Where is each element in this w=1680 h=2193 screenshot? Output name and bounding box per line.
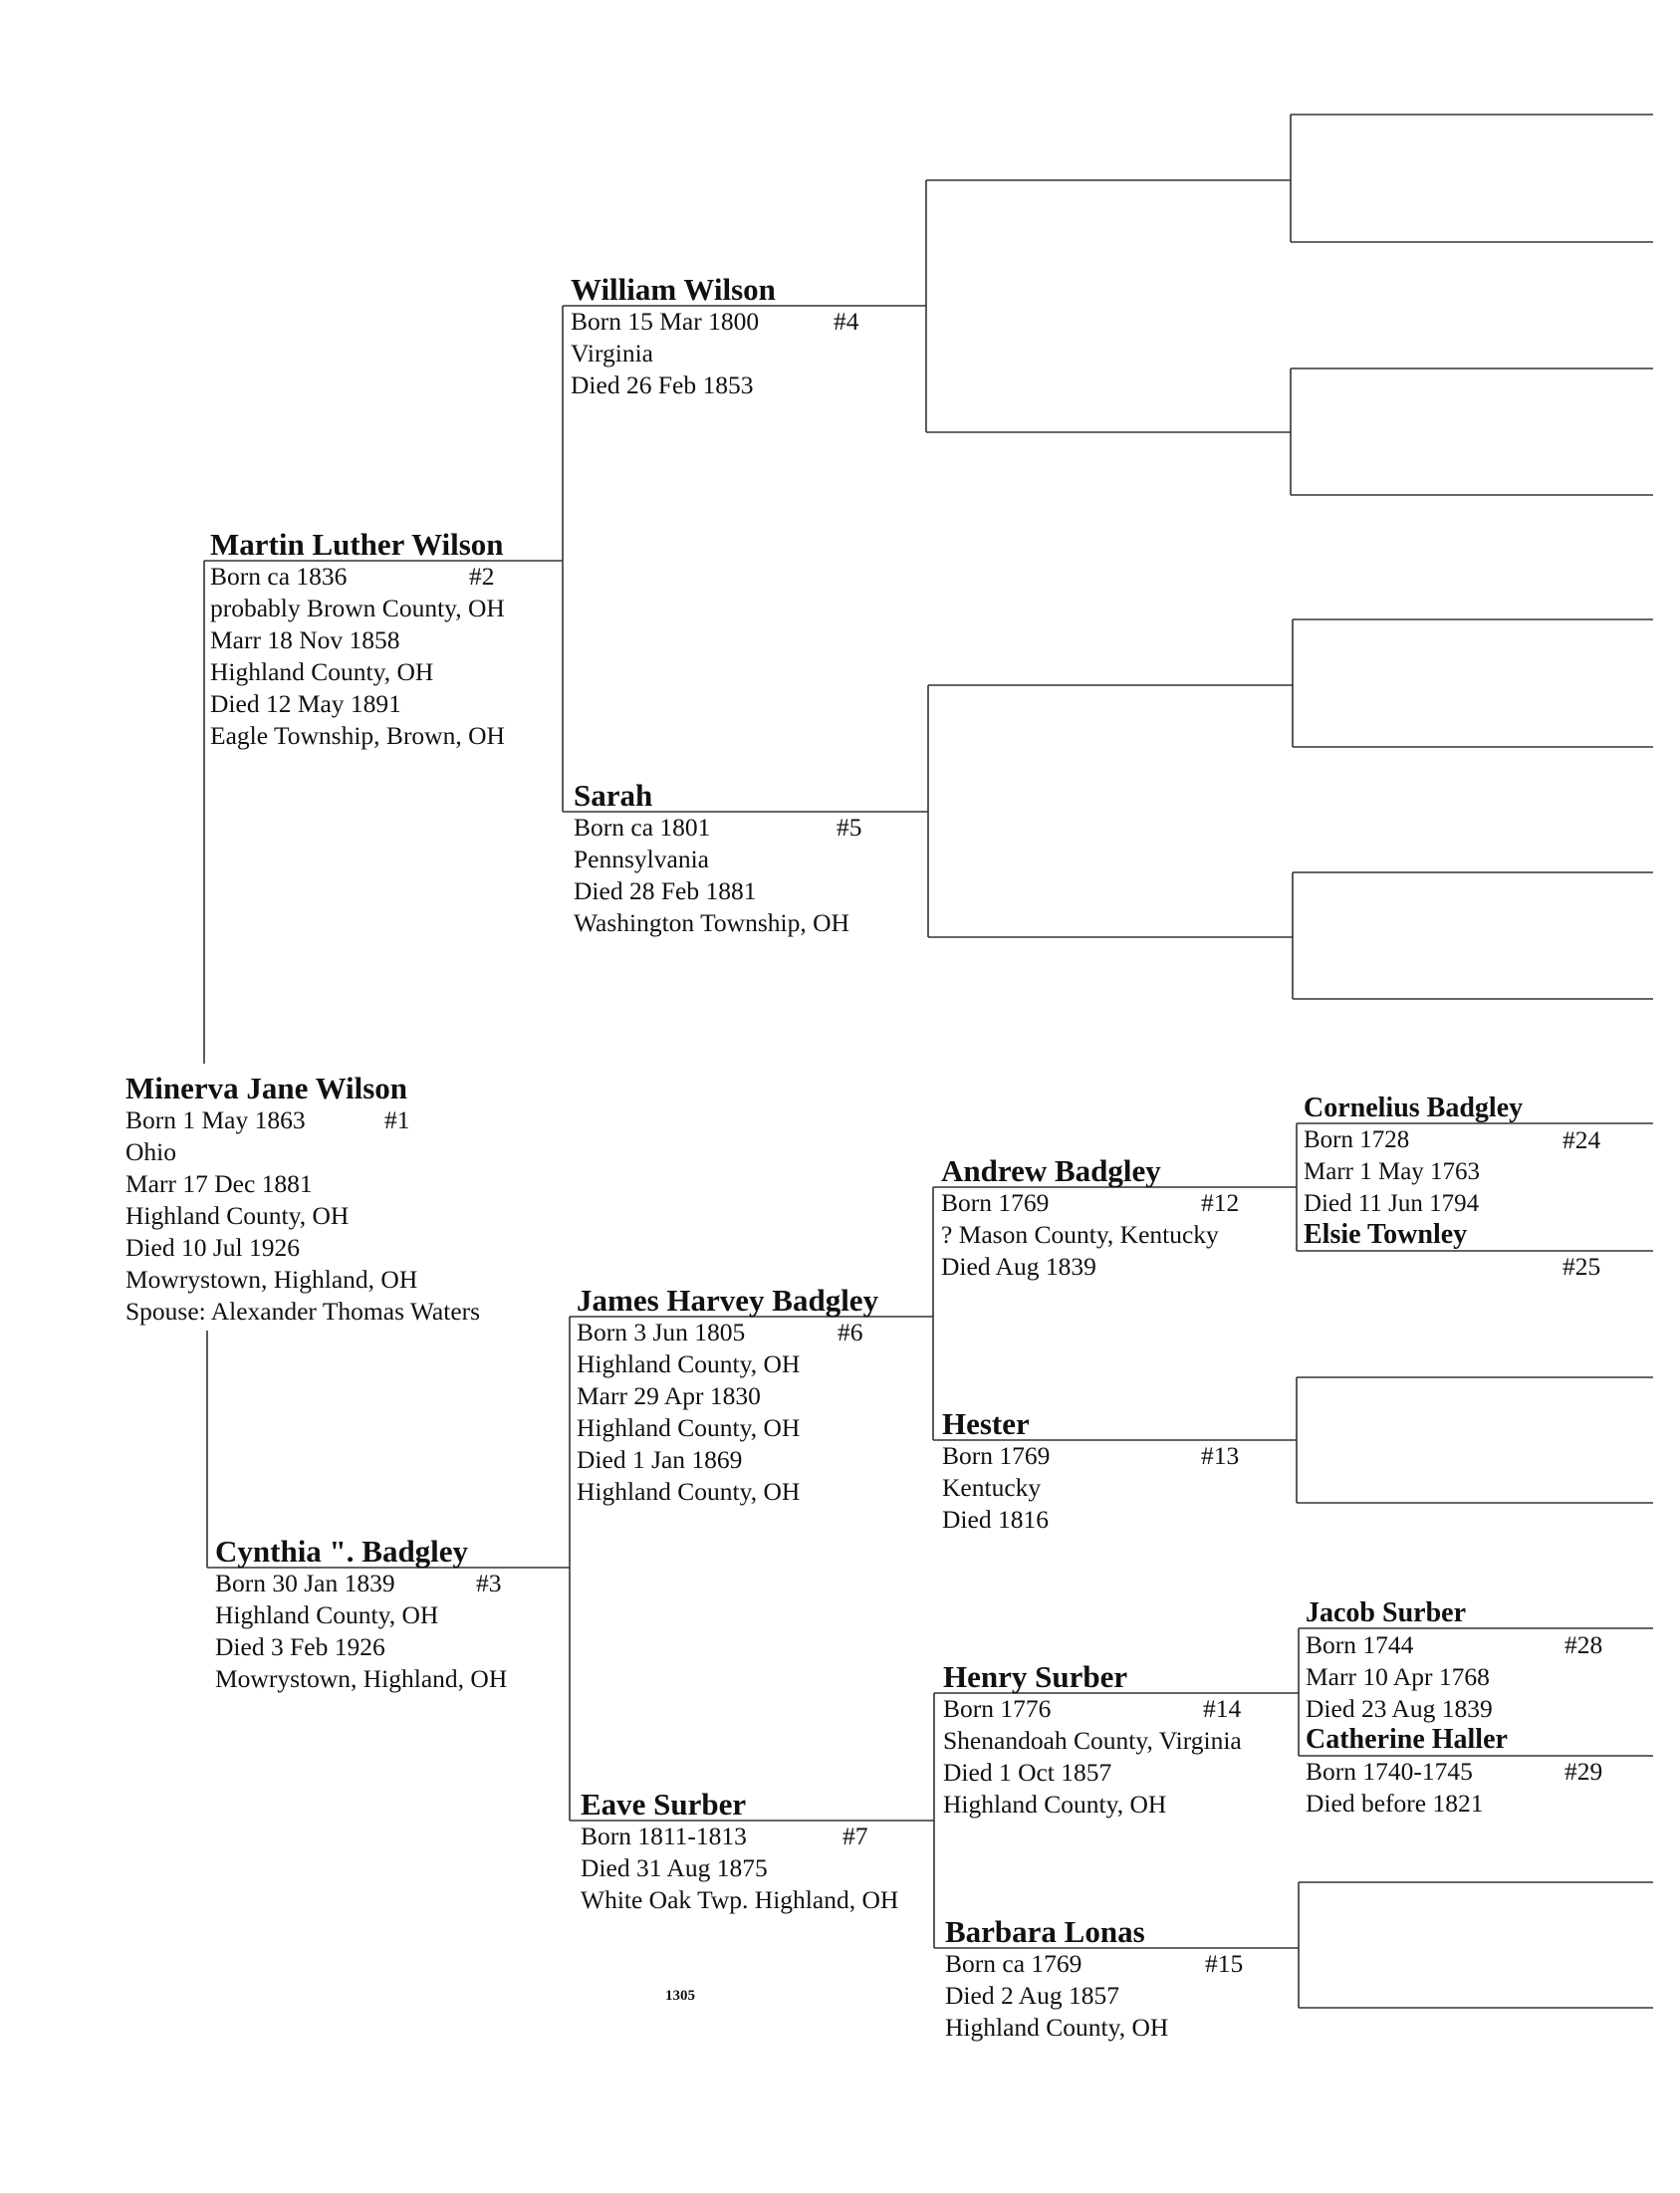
person-detail: probably Brown County, OH: [210, 594, 505, 622]
person-name: Barbara Lonas: [945, 1914, 1145, 1949]
person-name: Martin Luther Wilson: [210, 527, 504, 562]
person-detail: Highland County, OH: [210, 657, 434, 686]
person-detail: Highland County, OH: [125, 1201, 350, 1230]
person-detail: Marr 1 May 1763: [1304, 1158, 1481, 1185]
person-name: Eave Surber: [581, 1787, 747, 1822]
person-number: #25: [1562, 1252, 1601, 1281]
person-detail: Born ca 1836: [210, 562, 348, 591]
person-detail: Mowrystown, Highland, OH: [215, 1664, 508, 1693]
person-detail: Highland County, OH: [945, 2013, 1169, 2042]
person-detail: Mowrystown, Highland, OH: [125, 1265, 418, 1294]
person-detail: Spouse: Alexander Thomas Waters: [125, 1297, 481, 1326]
person-card-3: [215, 1535, 507, 1695]
person-detail: Marr 29 Apr 1830: [577, 1381, 761, 1410]
person-card-13: [942, 1406, 1240, 1536]
person-card-29: [1306, 1723, 1603, 1820]
person-name: Cynthia ". Badgley: [215, 1534, 469, 1569]
person-detail: Virginia: [571, 339, 653, 367]
person-detail: Pennsylvania: [574, 845, 709, 873]
person-detail: Died 1816: [942, 1505, 1049, 1534]
person-detail: Washington Township, OH: [574, 908, 849, 937]
person-detail: Kentucky: [942, 1473, 1042, 1502]
person-detail: Born 1769: [942, 1441, 1051, 1470]
person-number: #12: [1201, 1188, 1240, 1217]
person-detail: Highland County, OH: [943, 1790, 1167, 1819]
person-detail: Died 10 Jul 1926: [125, 1233, 300, 1262]
person-number: #5: [837, 813, 862, 842]
person-detail: Born 3 Jun 1805: [577, 1318, 746, 1346]
person-card-12: [941, 1153, 1240, 1283]
person-number: #3: [476, 1569, 502, 1597]
person-card-1: [125, 1072, 480, 1328]
person-detail: Died 3 Feb 1926: [215, 1632, 385, 1661]
person-card-5: [574, 778, 862, 939]
person-detail: Born 15 Mar 1800: [571, 307, 760, 336]
person-number: #2: [469, 562, 495, 591]
person-detail: Born 1 May 1863: [125, 1105, 306, 1134]
person-name: Sarah: [574, 778, 653, 813]
person-card-24: [1304, 1092, 1601, 1220]
person-number: #28: [1564, 1630, 1603, 1659]
person-detail: Died 28 Feb 1881: [574, 876, 757, 905]
person-card-7: [581, 1788, 898, 1916]
person-detail: Born ca 1769: [945, 1949, 1082, 1978]
person-number: #13: [1201, 1441, 1240, 1470]
person-detail: Born 1744: [1306, 1630, 1414, 1659]
person-detail: Died 1 Jan 1869: [577, 1445, 743, 1474]
person-number: #29: [1564, 1757, 1603, 1786]
person-detail: Ohio: [125, 1137, 176, 1166]
person-detail: Born 1811-1813: [581, 1822, 747, 1850]
person-detail: Died Aug 1839: [941, 1252, 1096, 1281]
person-detail: ? Mason County, Kentucky: [941, 1220, 1219, 1249]
person-detail: Marr 18 Nov 1858: [210, 625, 400, 654]
person-detail: Born 1728: [1304, 1126, 1410, 1153]
person-detail: Highland County, OH: [577, 1349, 801, 1378]
person-name: Cornelius Badgley: [1304, 1093, 1524, 1123]
person-detail: Born 1740-1745: [1306, 1757, 1473, 1786]
person-number: #14: [1203, 1694, 1242, 1723]
person-name: Minerva Jane Wilson: [125, 1071, 408, 1105]
person-detail: Eagle Township, Brown, OH: [210, 721, 505, 750]
person-detail: Died 26 Feb 1853: [571, 370, 754, 399]
person-detail: Died 11 Jun 1794: [1304, 1190, 1480, 1217]
person-detail: Died before 1821: [1306, 1789, 1484, 1818]
person-card-28: [1306, 1596, 1603, 1725]
person-card-15: [945, 1914, 1244, 2044]
person-detail: Shenandoah County, Virginia: [943, 1726, 1242, 1755]
person-detail: Born 30 Jan 1839: [215, 1569, 395, 1597]
person-detail: Died 2 Aug 1857: [945, 1981, 1119, 2010]
person-detail: Born ca 1801: [574, 813, 711, 842]
person-detail: Died 23 Aug 1839: [1306, 1694, 1493, 1723]
person-detail: Highland County, OH: [215, 1600, 439, 1629]
person-number: #4: [834, 307, 859, 336]
person-detail: Marr 17 Dec 1881: [125, 1169, 313, 1198]
person-name: James Harvey Badgley: [577, 1283, 879, 1318]
person-number: #24: [1562, 1125, 1601, 1154]
person-detail: Died 12 May 1891: [210, 689, 401, 718]
person-detail: Born 1776: [943, 1694, 1052, 1723]
person-number: #7: [842, 1822, 868, 1850]
person-detail: Died 31 Aug 1875: [581, 1853, 768, 1882]
person-card-4: [571, 272, 859, 401]
person-name: Elsie Townley: [1304, 1219, 1468, 1250]
person-name: Catherine Haller: [1306, 1724, 1508, 1755]
person-number: #6: [838, 1318, 863, 1346]
person-name: Jacob Surber: [1306, 1597, 1466, 1628]
person-number: #1: [384, 1105, 410, 1134]
person-detail: Died 1 Oct 1857: [943, 1758, 1112, 1787]
person-name: Hester: [942, 1406, 1030, 1441]
person-detail: White Oak Twp. Highland, OH: [581, 1885, 899, 1914]
person-card-6: [577, 1284, 878, 1508]
person-name: William Wilson: [571, 272, 776, 307]
person-detail: Born 1769: [941, 1188, 1050, 1217]
person-card-2: [210, 528, 505, 752]
person-detail: Highland County, OH: [577, 1477, 801, 1506]
person-detail: Highland County, OH: [577, 1413, 801, 1442]
person-card-25: [1304, 1218, 1601, 1281]
person-name: Henry Surber: [943, 1659, 1128, 1694]
person-card-14: [943, 1660, 1242, 1821]
page-number: 1305: [665, 1988, 695, 2004]
person-number: #15: [1205, 1949, 1244, 1978]
person-name: Andrew Badgley: [941, 1153, 1161, 1188]
person-detail: Marr 10 Apr 1768: [1306, 1662, 1490, 1691]
